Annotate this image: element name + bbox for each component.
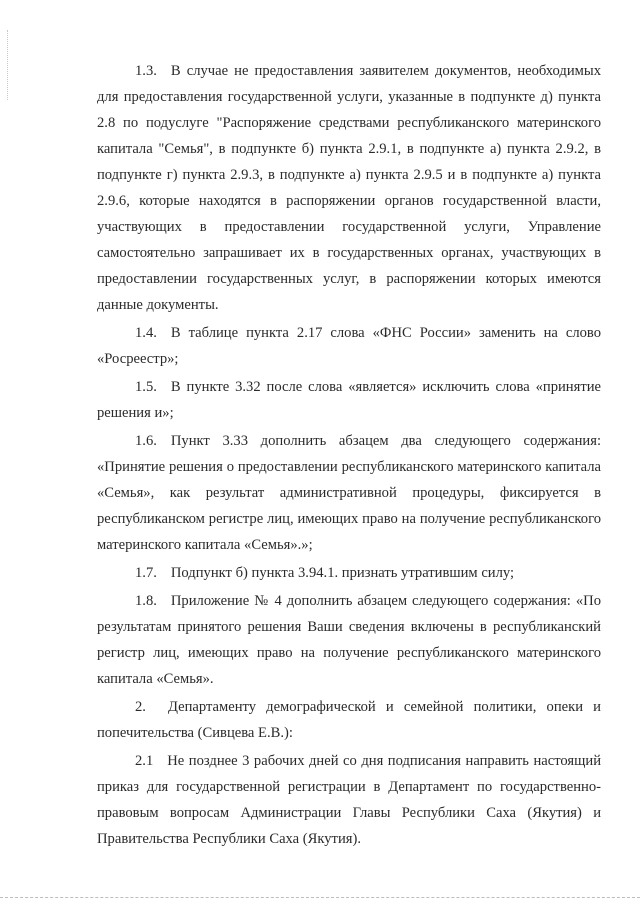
paragraph-2-1: [97, 748, 601, 852]
paragraph-1-7: [97, 560, 601, 586]
paragraph-text: Не позднее 3 рабочих дней со дня подписания направить настоящий приказ для государственной регистрации в Департамент по государственно-правовым вопросам Администрации Главы Республики Саха (Якутия) и Правительства Республики Саха (Якутия).: [97, 753, 601, 847]
paragraph-number: 2.1: [135, 753, 154, 769]
paragraph-text: Пункт 3.33 дополнить абзацем два следующего содержания: «Принятие решения о предоставлении республиканского материнского капитала «Семья», как результат административной процедуры, фиксируется в республиканском регистре лиц, имеющих право на получение республиканского материнского капитала «Семья».»;: [97, 433, 601, 553]
paragraph-2: [97, 694, 601, 746]
paragraph-number: 1.3.: [135, 63, 157, 79]
scan-bottom-edge: [0, 897, 640, 898]
paragraph-1-6: [97, 428, 601, 558]
paragraph-1-4: [97, 320, 601, 372]
paragraph-number: 2.: [135, 699, 146, 715]
paragraph-1-3: [97, 58, 601, 318]
paragraph-number: 1.4.: [135, 325, 157, 341]
paragraph-text: Приложение № 4 дополнить абзацем следующего содержания: «По результатам принятого решения Ваши сведения включены в республиканский регистр лиц, имеющих право на получение республиканского материнского капитала «Семья».: [97, 593, 601, 687]
paragraph-text: Подпункт б) пункта 3.94.1. признать утратившим силу;: [170, 565, 515, 581]
paragraph-text: В таблице пункта 2.17 слова «ФНС России» заменить на слово «Росреестр»;: [97, 325, 601, 367]
paragraph-number: 1.6.: [135, 433, 157, 449]
paragraph-1-8: [97, 588, 601, 692]
paragraph-text: В пункте 3.32 после слова «является» исключить слова «принятие решения и»;: [97, 379, 601, 421]
paragraph-1-5: [97, 374, 601, 426]
paragraph-text: Департаменту демографической и семейной политики, опеки и попечительства (Сивцева Е.В.):: [97, 699, 601, 741]
paragraph-text: В случае не предоставления заявителем документов, необходимых для предоставления государственной услуги, указанные в подпункте д) пункта 2.8 по подуслуге "Распоряжение средствами республиканского материнского капитала "Семья", в подпункте б) пункта 2.9.1, в подпункте а) пункта 2.9.2, в подпункте г) пункта 2.9.3, в подпункте а) пункта 2.9.5 и в подпункте а) пункта 2.9.6, которые находятся в распоряжении органов государственной власти, участвующих в предоставлении государственной услуги, Управление самостоятельно запрашивает их в государственных органах, участвующих в предоставлении государственных услуг, в распоряжении которых имеются данные документы.: [97, 63, 601, 313]
paragraph-number: 1.7.: [135, 565, 157, 581]
paragraph-number: 1.8.: [135, 593, 157, 609]
scan-margin-mark: [7, 30, 9, 100]
paragraph-number: 1.5.: [135, 379, 157, 395]
document-body: [97, 58, 601, 854]
